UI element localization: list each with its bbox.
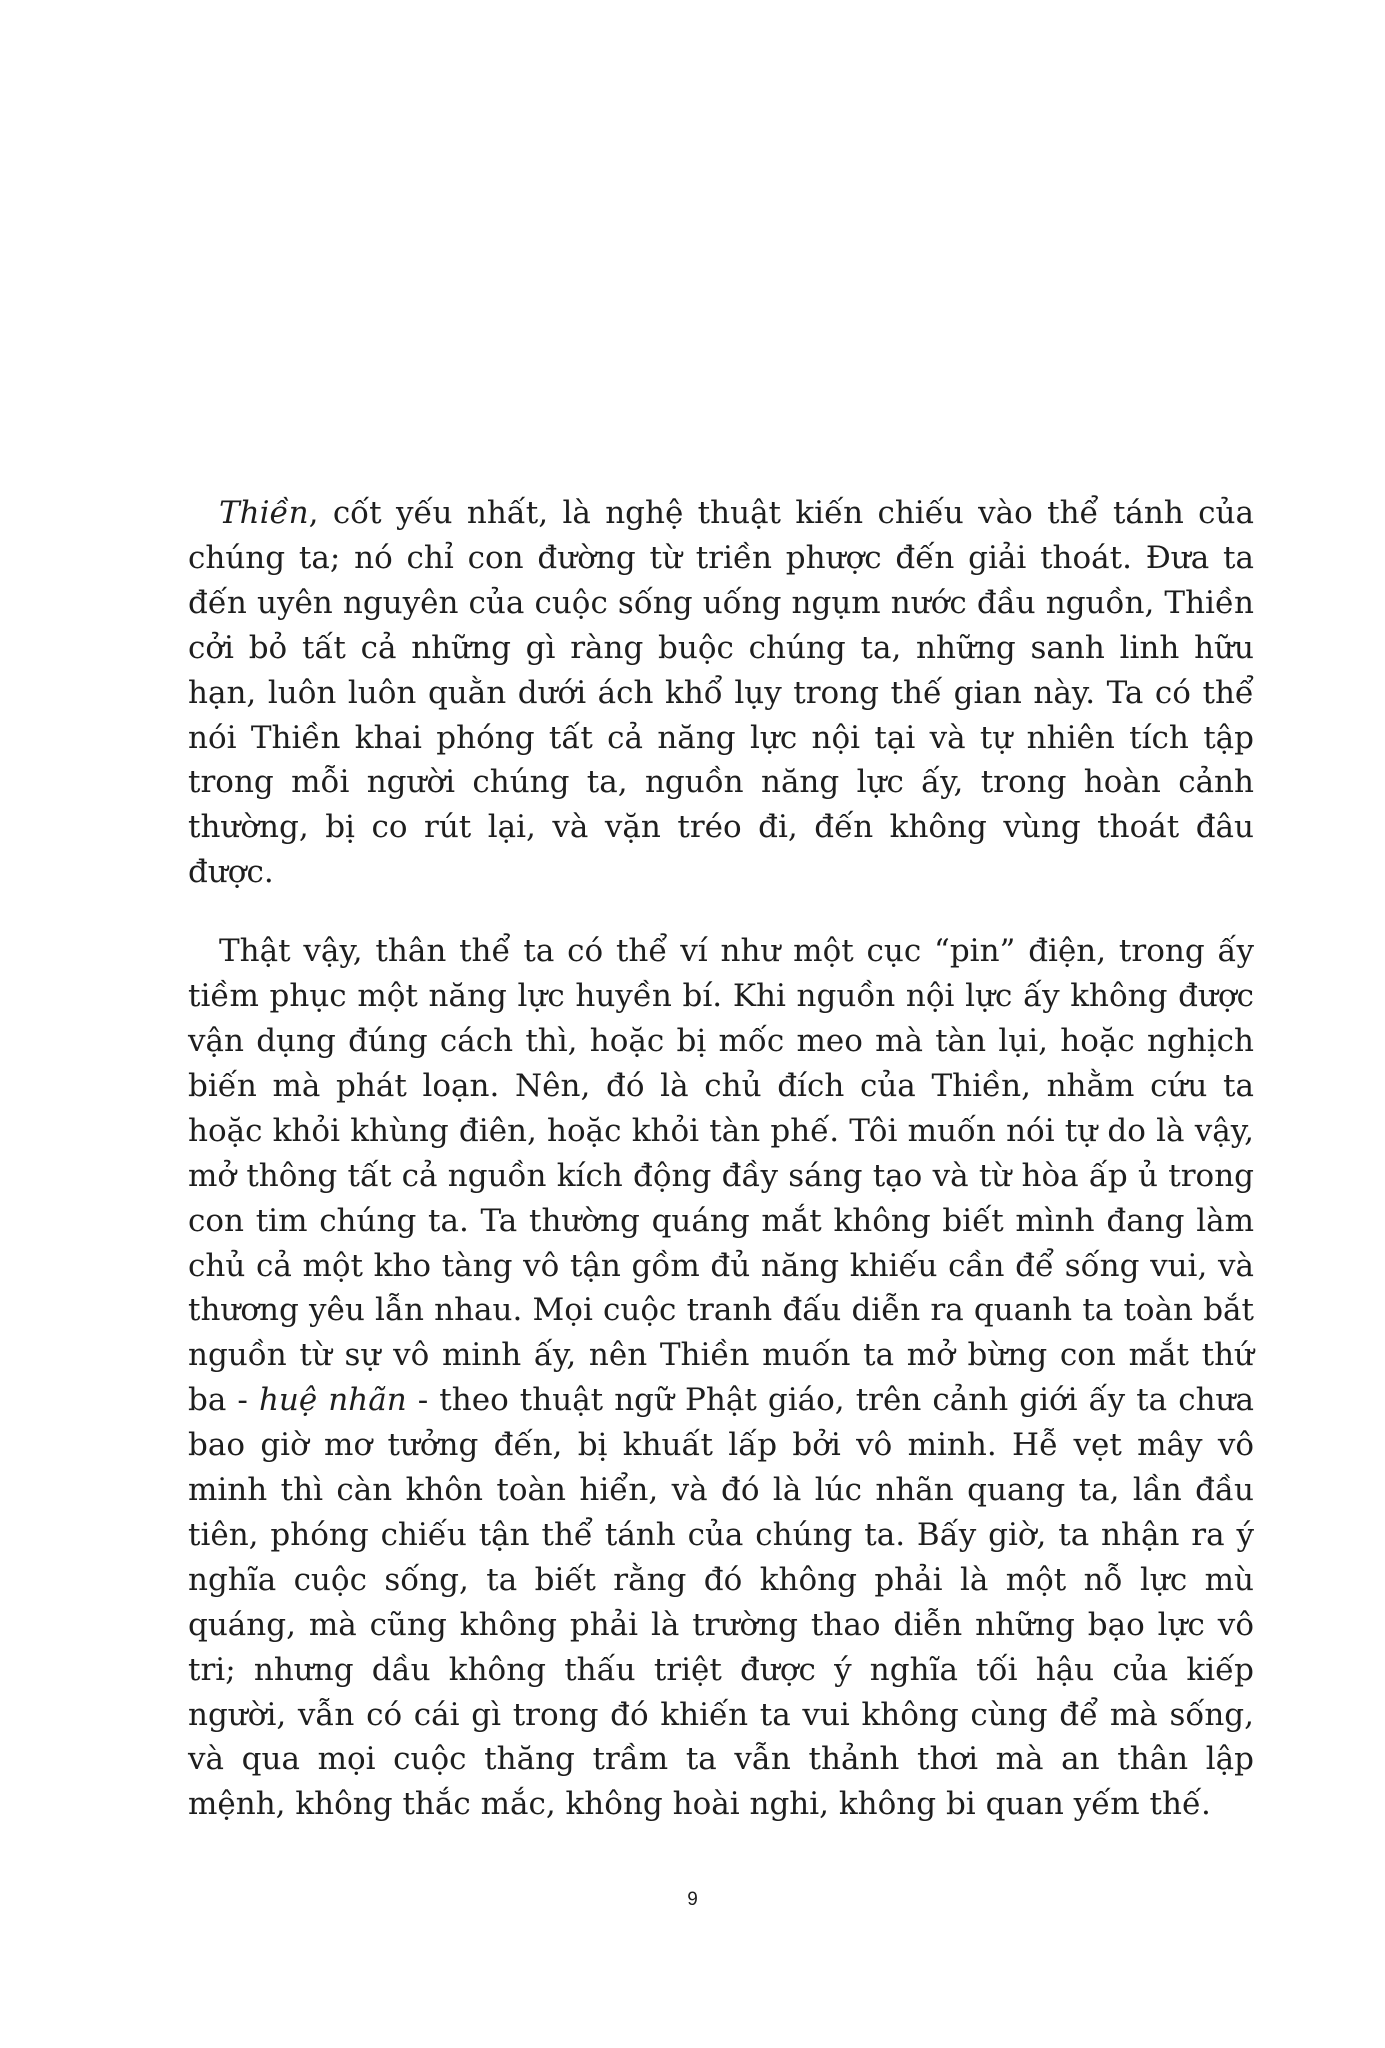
body-text — [188, 491, 1254, 1827]
paragraph-1-text: , cốt yếu nhất, là nghệ thuật kiến chiếu vào thể tánh của chúng ta; nó chỉ con đường từ triền phược đến giải thoát. Đưa ta đến uyên nguyên của cuộc sống uống ngụm nước đầu nguồn, Thiền cởi bỏ tất cả những gì ràng buộc chúng ta, những sanh linh hữu hạn, luôn luôn quằn dưới ách khổ lụy trong thế gian này. Ta có thể nói Thiền khai phóng tất cả năng lực nội tại và tự nhiên tích tập trong mỗi người chúng ta, nguồn năng lực ấy, trong hoàn cảnh thường, bị co rút lại, và vặn tréo đi, đến không vùng thoát đâu được. — [188, 495, 1254, 891]
paragraph-2 — [188, 929, 1254, 1827]
paragraph-2-text-after: - theo thuật ngữ Phật giáo, trên cảnh giới ấy ta chưa bao giờ mơ tưởng đến, bị khuất lấp bởi vô minh. Hễ vẹt mây vô minh thì càn khôn toàn hiển, và đó là lúc nhãn quang ta, lần đầu tiên, phóng chiếu tận thể tánh của chúng ta. Bấy giờ, ta nhận ra ý nghĩa cuộc sống, ta biết rằng đó không phải là một nỗ lực mù quáng, mà cũng không phải là trường thao diễn những bạo lực vô tri; nhưng dầu không thấu triệt được ý nghĩa tối hậu của kiếp người, vẫn có cái gì trong đó khiến ta vui không cùng để mà sống, và qua mọi cuộc thăng trầm ta vẫn thảnh thơi mà an thân lập mệnh, không thắc mắc, không hoài nghi, không bi quan yếm thế. — [188, 1382, 1255, 1823]
page-number: 9 — [687, 1889, 698, 1910]
paragraph-1 — [188, 491, 1254, 895]
paragraph-2-text-before: Thật vậy, thân thể ta có thể ví như một cục “pin” điện, trong ấy tiềm phục một năng lực huyền bí. Khi nguồn nội lực ấy không được vận dụng đúng cách thì, hoặc bị mốc meo mà tàn lụi, hoặc nghịch biến mà phát loạn. Nên, đó là chủ đích của Thiền, nhằm cứu ta hoặc khỏi khùng điên, hoặc khỏi tàn phế. Tôi muốn nói tự do là vậy, mở thông tất cả nguồn kích động đầy sáng tạo và từ hòa ấp ủ trong con tim chúng ta. Ta thường quáng mắt không biết mình đang làm chủ cả một kho tàng vô tận gồm đủ năng khiếu cần để sống vui, và thương yêu lẫn nhau. Mọi cuộc tranh đấu diễn ra quanh ta toàn bắt nguồn từ sự vô minh ấy, nên Thiền muốn ta mở bừng con mắt thứ ba - — [188, 933, 1254, 1419]
italic-term-hue-nhan: huệ nhãn — [258, 1382, 407, 1419]
italic-term-thien: Thiền — [219, 495, 309, 531]
